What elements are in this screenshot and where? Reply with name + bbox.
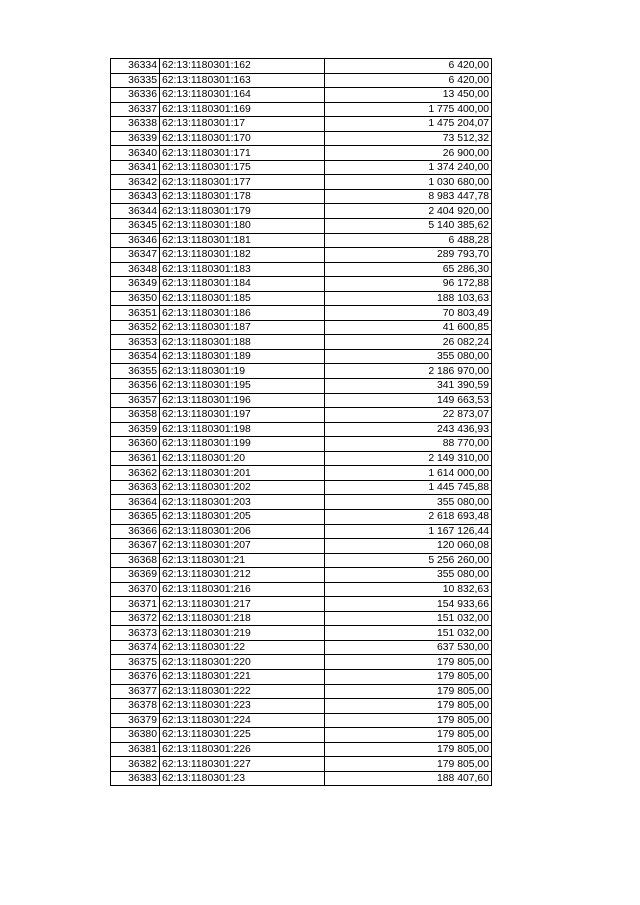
cadastral-value-cell: 26 900,00 xyxy=(325,146,492,161)
cadastral-value-cell: 341 390,59 xyxy=(325,379,492,394)
cadastral-value-cell: 1 775 400,00 xyxy=(325,102,492,117)
row-number-cell: 36371 xyxy=(111,597,160,612)
cadastral-number-cell: 62:13:1180301:223 xyxy=(160,699,325,714)
cadastral-value-cell: 1 614 000,00 xyxy=(325,466,492,481)
cadastral-number-cell: 62:13:1180301:196 xyxy=(160,393,325,408)
cadastral-value-cell: 289 793,70 xyxy=(325,248,492,263)
row-number-cell: 36356 xyxy=(111,379,160,394)
cadastral-number-cell: 62:13:1180301:226 xyxy=(160,742,325,757)
cadastral-value-cell: 1 445 745,88 xyxy=(325,480,492,495)
table-row xyxy=(111,277,492,292)
row-number-cell: 36340 xyxy=(111,146,160,161)
row-number-cell: 36364 xyxy=(111,495,160,510)
row-number-cell: 36353 xyxy=(111,335,160,350)
table-row xyxy=(111,131,492,146)
cadastral-value-cell: 6 488,28 xyxy=(325,233,492,248)
row-number-cell: 36381 xyxy=(111,742,160,757)
row-number-cell: 36383 xyxy=(111,771,160,786)
cadastral-value-cell: 41 600,85 xyxy=(325,320,492,335)
row-number-cell: 36355 xyxy=(111,364,160,379)
table-row xyxy=(111,568,492,583)
cadastral-number-cell: 62:13:1180301:197 xyxy=(160,408,325,423)
table-row xyxy=(111,582,492,597)
cadastral-number-cell: 62:13:1180301:163 xyxy=(160,73,325,88)
row-number-cell: 36378 xyxy=(111,699,160,714)
table-row xyxy=(111,655,492,670)
cadastral-number-cell: 62:13:1180301:171 xyxy=(160,146,325,161)
row-number-cell: 36358 xyxy=(111,408,160,423)
cadastral-number-cell: 62:13:1180301:198 xyxy=(160,422,325,437)
table-row xyxy=(111,379,492,394)
cadastral-value-cell: 151 032,00 xyxy=(325,611,492,626)
cadastral-number-cell: 62:13:1180301:184 xyxy=(160,277,325,292)
cadastral-number-cell: 62:13:1180301:205 xyxy=(160,509,325,524)
table-row xyxy=(111,699,492,714)
cadastral-number-cell: 62:13:1180301:187 xyxy=(160,320,325,335)
cadastral-number-cell: 62:13:1180301:181 xyxy=(160,233,325,248)
table-row xyxy=(111,437,492,452)
table-row xyxy=(111,466,492,481)
cadastral-number-cell: 62:13:1180301:218 xyxy=(160,611,325,626)
table-row xyxy=(111,335,492,350)
cadastral-value-cell: 243 436,93 xyxy=(325,422,492,437)
cadastral-value-cell: 1 167 126,44 xyxy=(325,524,492,539)
cadastral-number-cell: 62:13:1180301:19 xyxy=(160,364,325,379)
row-number-cell: 36339 xyxy=(111,131,160,146)
cadastral-number-cell: 62:13:1180301:219 xyxy=(160,626,325,641)
table-row xyxy=(111,640,492,655)
cadastral-number-cell: 62:13:1180301:188 xyxy=(160,335,325,350)
cadastral-number-cell: 62:13:1180301:189 xyxy=(160,349,325,364)
cadastral-value-cell: 355 080,00 xyxy=(325,349,492,364)
cadastral-number-cell: 62:13:1180301:220 xyxy=(160,655,325,670)
cadastral-number-cell: 62:13:1180301:227 xyxy=(160,757,325,772)
cadastral-value-cell: 149 663,53 xyxy=(325,393,492,408)
cadastral-number-cell: 62:13:1180301:183 xyxy=(160,262,325,277)
table-row xyxy=(111,480,492,495)
cadastral-number-cell: 62:13:1180301:212 xyxy=(160,568,325,583)
cadastral-value-cell: 2 149 310,00 xyxy=(325,451,492,466)
cadastral-number-cell: 62:13:1180301:170 xyxy=(160,131,325,146)
cadastral-value-cell: 6 420,00 xyxy=(325,59,492,74)
table-row xyxy=(111,219,492,234)
table-row xyxy=(111,189,492,204)
cadastral-value-cell: 65 286,30 xyxy=(325,262,492,277)
row-number-cell: 36377 xyxy=(111,684,160,699)
table-row xyxy=(111,146,492,161)
row-number-cell: 36360 xyxy=(111,437,160,452)
row-number-cell: 36348 xyxy=(111,262,160,277)
cadastral-number-cell: 62:13:1180301:217 xyxy=(160,597,325,612)
row-number-cell: 36379 xyxy=(111,713,160,728)
row-number-cell: 36344 xyxy=(111,204,160,219)
row-number-cell: 36374 xyxy=(111,640,160,655)
table-row xyxy=(111,73,492,88)
row-number-cell: 36363 xyxy=(111,480,160,495)
row-number-cell: 36375 xyxy=(111,655,160,670)
row-number-cell: 36338 xyxy=(111,117,160,132)
cadastral-number-cell: 62:13:1180301:21 xyxy=(160,553,325,568)
cadastral-value-cell: 179 805,00 xyxy=(325,669,492,684)
cadastral-value-cell: 188 407,60 xyxy=(325,771,492,786)
cadastral-value-cell: 188 103,63 xyxy=(325,291,492,306)
row-number-cell: 36372 xyxy=(111,611,160,626)
cadastral-number-cell: 62:13:1180301:23 xyxy=(160,771,325,786)
row-number-cell: 36347 xyxy=(111,248,160,263)
cadastral-value-cell: 2 186 970,00 xyxy=(325,364,492,379)
row-number-cell: 36345 xyxy=(111,219,160,234)
row-number-cell: 36351 xyxy=(111,306,160,321)
cadastral-value-cell: 120 060,08 xyxy=(325,539,492,554)
table-row xyxy=(111,771,492,786)
row-number-cell: 36343 xyxy=(111,189,160,204)
table-row xyxy=(111,306,492,321)
table-row xyxy=(111,364,492,379)
table-row xyxy=(111,742,492,757)
row-number-cell: 36367 xyxy=(111,539,160,554)
cadastral-value-cell: 6 420,00 xyxy=(325,73,492,88)
row-number-cell: 36334 xyxy=(111,59,160,74)
row-number-cell: 36373 xyxy=(111,626,160,641)
row-number-cell: 36366 xyxy=(111,524,160,539)
row-number-cell: 36368 xyxy=(111,553,160,568)
cadastral-number-cell: 62:13:1180301:164 xyxy=(160,88,325,103)
table-row xyxy=(111,509,492,524)
table-row xyxy=(111,626,492,641)
table-row xyxy=(111,684,492,699)
cadastral-value-cell: 179 805,00 xyxy=(325,684,492,699)
cadastral-value-cell: 1 030 680,00 xyxy=(325,175,492,190)
cadastral-number-cell: 62:13:1180301:185 xyxy=(160,291,325,306)
cadastral-value-cell: 2 404 920,00 xyxy=(325,204,492,219)
table-row xyxy=(111,597,492,612)
table-row xyxy=(111,728,492,743)
table-row xyxy=(111,320,492,335)
cadastral-number-cell: 62:13:1180301:179 xyxy=(160,204,325,219)
cadastral-number-cell: 62:13:1180301:186 xyxy=(160,306,325,321)
table-row xyxy=(111,59,492,74)
cadastral-number-cell: 62:13:1180301:175 xyxy=(160,160,325,175)
row-number-cell: 36352 xyxy=(111,320,160,335)
cadastral-number-cell: 62:13:1180301:222 xyxy=(160,684,325,699)
cadastral-value-cell: 355 080,00 xyxy=(325,568,492,583)
cadastral-number-cell: 62:13:1180301:177 xyxy=(160,175,325,190)
cadastral-number-cell: 62:13:1180301:17 xyxy=(160,117,325,132)
cadastral-number-cell: 62:13:1180301:207 xyxy=(160,539,325,554)
cadastral-value-cell: 179 805,00 xyxy=(325,757,492,772)
table-row xyxy=(111,160,492,175)
cadastral-value-cell: 8 983 447,78 xyxy=(325,189,492,204)
table-row xyxy=(111,117,492,132)
cadastral-number-cell: 62:13:1180301:224 xyxy=(160,713,325,728)
row-number-cell: 36346 xyxy=(111,233,160,248)
table-row xyxy=(111,175,492,190)
row-number-cell: 36341 xyxy=(111,160,160,175)
table-row xyxy=(111,524,492,539)
table-row xyxy=(111,713,492,728)
cadastral-value-cell: 154 933,66 xyxy=(325,597,492,612)
cadastral-value-cell: 151 032,00 xyxy=(325,626,492,641)
cadastral-value-cell: 637 530,00 xyxy=(325,640,492,655)
cadastral-number-cell: 62:13:1180301:22 xyxy=(160,640,325,655)
cadastral-value-cell: 10 832,63 xyxy=(325,582,492,597)
cadastral-number-cell: 62:13:1180301:20 xyxy=(160,451,325,466)
table-row xyxy=(111,262,492,277)
cadastral-value-cell: 179 805,00 xyxy=(325,699,492,714)
table-row xyxy=(111,349,492,364)
cadastral-number-cell: 62:13:1180301:202 xyxy=(160,480,325,495)
cadastral-value-cell: 73 512,32 xyxy=(325,131,492,146)
table-row xyxy=(111,88,492,103)
cadastral-value-table xyxy=(110,58,492,786)
cadastral-number-cell: 62:13:1180301:178 xyxy=(160,189,325,204)
row-number-cell: 36359 xyxy=(111,422,160,437)
row-number-cell: 36349 xyxy=(111,277,160,292)
cadastral-value-cell: 70 803,49 xyxy=(325,306,492,321)
cadastral-number-cell: 62:13:1180301:216 xyxy=(160,582,325,597)
table-row xyxy=(111,393,492,408)
table-row xyxy=(111,451,492,466)
cadastral-value-cell: 13 450,00 xyxy=(325,88,492,103)
row-number-cell: 36354 xyxy=(111,349,160,364)
cadastral-value-cell: 26 082,24 xyxy=(325,335,492,350)
row-number-cell: 36350 xyxy=(111,291,160,306)
row-number-cell: 36342 xyxy=(111,175,160,190)
cadastral-number-cell: 62:13:1180301:180 xyxy=(160,219,325,234)
row-number-cell: 36380 xyxy=(111,728,160,743)
cadastral-number-cell: 62:13:1180301:201 xyxy=(160,466,325,481)
table-row xyxy=(111,204,492,219)
row-number-cell: 36369 xyxy=(111,568,160,583)
cadastral-number-cell: 62:13:1180301:195 xyxy=(160,379,325,394)
row-number-cell: 36335 xyxy=(111,73,160,88)
cadastral-value-cell: 2 618 693,48 xyxy=(325,509,492,524)
row-number-cell: 36365 xyxy=(111,509,160,524)
cadastral-number-cell: 62:13:1180301:225 xyxy=(160,728,325,743)
cadastral-value-cell: 96 172,88 xyxy=(325,277,492,292)
row-number-cell: 36362 xyxy=(111,466,160,481)
row-number-cell: 36357 xyxy=(111,393,160,408)
cadastral-number-cell: 62:13:1180301:199 xyxy=(160,437,325,452)
cadastral-value-cell: 179 805,00 xyxy=(325,655,492,670)
cadastral-number-cell: 62:13:1180301:203 xyxy=(160,495,325,510)
row-number-cell: 36336 xyxy=(111,88,160,103)
cadastral-value-cell: 179 805,00 xyxy=(325,742,492,757)
row-number-cell: 36370 xyxy=(111,582,160,597)
table-row xyxy=(111,291,492,306)
table-row xyxy=(111,669,492,684)
table-row xyxy=(111,611,492,626)
cadastral-value-cell: 5 256 260,00 xyxy=(325,553,492,568)
cadastral-value-cell: 179 805,00 xyxy=(325,713,492,728)
cadastral-number-cell: 62:13:1180301:206 xyxy=(160,524,325,539)
cadastral-number-cell: 62:13:1180301:182 xyxy=(160,248,325,263)
cadastral-number-cell: 62:13:1180301:169 xyxy=(160,102,325,117)
cadastral-value-cell: 1 475 204,07 xyxy=(325,117,492,132)
table-row xyxy=(111,422,492,437)
table-row xyxy=(111,495,492,510)
table-row xyxy=(111,408,492,423)
cadastral-value-cell: 5 140 385,62 xyxy=(325,219,492,234)
cadastral-value-cell: 179 805,00 xyxy=(325,728,492,743)
cadastral-value-cell: 88 770,00 xyxy=(325,437,492,452)
cadastral-value-cell: 1 374 240,00 xyxy=(325,160,492,175)
cadastral-value-cell: 22 873,07 xyxy=(325,408,492,423)
table-row xyxy=(111,757,492,772)
table-row xyxy=(111,102,492,117)
row-number-cell: 36337 xyxy=(111,102,160,117)
cadastral-number-cell: 62:13:1180301:221 xyxy=(160,669,325,684)
row-number-cell: 36361 xyxy=(111,451,160,466)
table-row xyxy=(111,233,492,248)
table-row xyxy=(111,553,492,568)
cadastral-number-cell: 62:13:1180301:162 xyxy=(160,59,325,74)
row-number-cell: 36382 xyxy=(111,757,160,772)
table-row xyxy=(111,248,492,263)
table-row xyxy=(111,539,492,554)
table-body xyxy=(111,59,492,786)
cadastral-value-cell: 355 080,00 xyxy=(325,495,492,510)
row-number-cell: 36376 xyxy=(111,669,160,684)
